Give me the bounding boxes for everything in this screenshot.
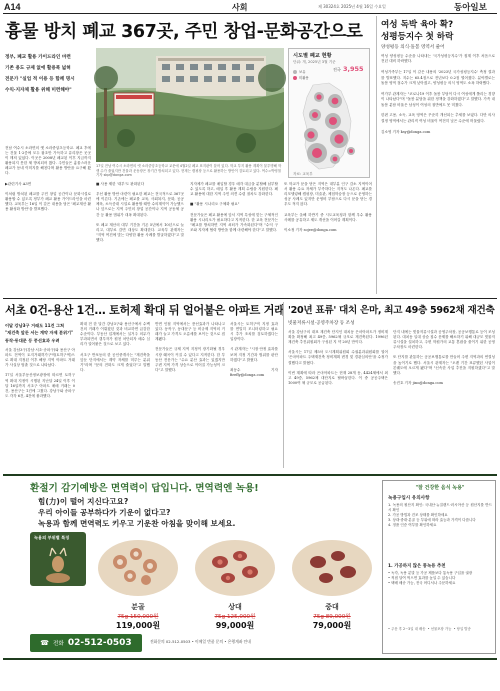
phone-label: 전화 [53,641,64,647]
chart-total-label: 전국 [333,67,341,72]
cut2-old-price: 75g 125,000원 [214,614,256,620]
newspaper-logo: 동아일보 [454,3,487,13]
deer-label: 녹용의 부위별 특징 [34,535,70,540]
phone-icon: ☎ [40,639,50,647]
column-divider-2 [283,302,284,468]
ad-bottom-border [3,658,497,660]
ad-intro-1: 힘(力)이 떨어 지신다고요? [38,497,129,506]
article1-photo [96,48,284,162]
legend-unused-swatch [293,76,297,80]
ad-phone-bar [30,634,142,652]
bubble-unused [307,131,314,138]
article2-col3: 반면 인접 지역에서는 풍선효과가 나타나고 있다. 동작구, 동대문구 등 비규제 지역의 거래가 늘고 가격도 오름세를 보이는 것으로 집계됐다. 전문가들은 규제 지역 지정이 장기화될 경우 시장 왜곡이 커질 수 있다고 지적한다. 한 부동산 전문가는 "수요 분산 효과는 있겠지만 주변 지역 가격 상승으로 이어질 가능성이 크다"고 말했다. [155,322,225,372]
article2-col1: 서울 강남3구(강남·서초·송파구)와 용산구 아파트 전역이 토지거래허가구역(토허구역)으로 확대 지정된 이후 해당 지역 아파트 거래가 사실상 멈춘 것으로 나타났다. 17일 서울부동산정보광장에 따르면 토허구역 확대 지정이 시행된 지난달 24일 이후 이달 16일까지 서초구 아파트 매매 거래는 0건, 용산구는 1건에 그쳤다. 강남구와 송파구도 각각 6건, 4건에 불과했다. [5,348,75,398]
bubble-unused [312,112,318,118]
chart-total-value: 3,955 [343,65,364,73]
article1-headline: 흉물 방치 폐교 367곳, 주민 창업-문화공간으로 [5,22,363,42]
issue-meta: 제 30324호 2025년 4월 16일 수요일 [318,4,386,9]
legend-unused-label: 미활용 [299,76,309,80]
sidebar-subhead: 양성평등 의식·돌봄 영역서 줄어 [381,45,445,50]
legend-owned [293,69,306,74]
cut1-name: 분골 [131,603,145,611]
legend-owned-swatch [293,70,297,74]
antler-advertisement [0,474,500,691]
cut1-new-price: 119,000원 [115,621,161,630]
article1-col4: 또 학교가 문을 닫은 지역은 대부분 인구 감소 지역이어서 활용 수요 자체가 부족하다는 지적도 나온다. 폐교를 리모델링해 캠핑장, 미술관, 체험학습장 등으로 운영하는 성공 사례도 있지만 운영비 부담으로 다시 문을 닫는 경우도 적지 않다. 교육부는 올해 하반기 중 시도교육청과 함께 우수 활용 사례를 공유하고 제도 개선을 이어갈 계획이다. 이소정 기자 sojee@donga.com [284,182,372,232]
article1-col2: ■ 사용 제한 '대부'도 완화된다 우선 활용 방안 마련이 필요한 폐교는 전국적으로 367곳에 이른다. 기존에는 폐교를 교육, 사회복지, 문화, 공공체육, 소득증대 시설로 활용할 때만 수의계약이 가능했으나 앞으로는 지역 주민의 창업 공간이나 지역 공동체 공간 등 활용 범위가 대폭 확대된다. 또 폐교 재산의 대부 기간을 기존 5년에서 10년으로 늘리고, 대부료 감면 대상도 확대한다. 교육부 관계자는 "지역 여건에 맞는 다양한 활용 사례를 발굴하겠다"고 말했다. [96,182,184,243]
ad-intro-2: 우리 아이들 공부하다가 기운이 없다고? [38,508,171,517]
article1-col1: 전남 여수시 소라면의 옛 소라중앙초등학교. 폐교 후에는 건물 1·2층에 모두 잡초만 가득하고 유리창은 곳곳이 깨져 있었다. 이곳은 2008년 폐교된 이후 지금까지 활용되지 못한 채 방치되어 왔다. 주민들은 흉물스러운 폐교가 동네 이미지를 해친다며 활용 방안을 요구해 왔다. ▶관련기사 A3면 이처럼 방치된 폐교를 주민 창업 공간이나 문화시설로 활용할 수 있도록 정부가 폐교 활용 가이드라인을 마련했다. 교육부는 16일 이 같은 내용을 담은 '폐교재산 활용 활성화 방안'을 발표했다. [5,146,91,212]
chart-title: 시도별 폐교 현황 [293,53,332,59]
recommend-title: 1. 가공하지 않은 통녹용 추천 [388,564,446,569]
section-name: 사회 [232,3,248,12]
section-rule [3,298,497,299]
cut2-new-price: 99,000원 [215,621,255,630]
ad-tagline: 환절기 감기예방은 면역력이 답입니다. 면역력엔 녹용! [30,483,259,494]
ad-top-border [3,474,497,476]
cut3-name: 중대 [325,603,339,611]
notice-title: 녹용구입시 유의사항 [388,496,430,501]
notice-items: 1. 녹용의 원산지 확인: 국내산·뉴질랜드·러시아산 등 원산지를 반드시 확인 2. 가공 방법과 건조 상태를 확인하세요 3. 상대·중대·분골 등 부위에 따라 효능과 가격이 다릅니다 4. 정품 인증 여부를 확인하세요 [388,503,492,527]
article1-lede: 정부, 폐교 활용 가이드라인 마련 기존 용도 규제 없애 활용폭 넓혀 전문가 "실업 적 이용 등 함께 명시 수익·지자체 활용 위해 미련해야" [5,55,75,93]
column-divider [376,16,377,294]
article3-col2: 단지 내에는 빗물저류시설과 공영주차장, 공공보행통로 등이 조성된다. 대치동 일대 상습 침수 문제를 해소하기 위해 대규모 빗물저류시설을 설치하고, 주변 학원가의 교통 혼잡을 줄이기 위한 공영주차장도 마련한다. 또 단지를 관통하는 공공보행통로를 만들어 주변 지역과의 연결성을 높이기로 했다. 서울시 관계자는 "오랜 기간 표류했던 사업이 본궤도에 오르게 됐다"며 "신속한 사업 추진을 지원하겠다"고 말했다. 송진호 기자 jino@donga.com [393,330,495,385]
article2-byline: 이달 강남3구 거래도 11건 그쳐 "재건축 앞둔 서는 계약 자제 분위기" 동작·동대문 등 풍선효과 우려 [5,323,74,343]
recommend-body: • 녹각, 녹용 분말 등 가공 제품보다 통녹용 구입을 권장 • 직접 달여 먹으면 효과를 높일 수 있습니다 • 택배 배송 가능, 전국 어디서나 주문하세요 [388,571,473,585]
info-box-title: "잘 건강한 음식 녹용" [415,485,465,491]
chart-source: 자료: 교육부 [293,172,313,176]
article1-col3: 지자체가 폐교를 매입할 경우 매각 대금을 분할해 납부할 수 있도록 하고, 매입 후 활용 계획 수립을 지원한다. 폐교 활용에 대한 지역 주민 의견 수렴 절차도 강화한다. ■ "활용 시나리오 구체화 필요" 전문가들은 폐교 활용에 앞서 지역 특성에 맞는 구체적인 활용 시나리오가 필요하다고 지적한다. 한 교육 전문가는 "폐교를 방치하면 지역 쇠퇴가 가속화된다"며 "수익 구조와 지자체 협력 방안을 함께 마련해야 한다"고 말했다. [190,182,278,232]
abandoned-school-scene [96,48,284,162]
bubble-unused [333,157,338,162]
legend-unused [293,75,309,80]
ad-footnote: • 주문 후 2~3일 내 배송 • 선물포장 가능 • 당일 발송 [388,627,471,631]
cut3-new-price: 79,000원 [312,621,352,630]
sidebar-headline-1: 여성 독박 육아 확? [381,20,454,30]
price-tag-bungol [95,602,181,631]
antler-middle-icon [292,540,372,596]
bubble-unused [312,148,322,158]
article3-subhead: 빗물저류시설·공영주차장 등 조성 [288,321,355,326]
sidebar-body: 여성 양성평등 수준을 나타내는 '국가성평등지수'가 집계 이후 처음으로 전년 대비 하락했다. 여성가족부는 17일 이 같은 내용의 '2023년 국가성평등지수' 측정 결과를 발표했다. 지수는 65.4점으로 전년보다 0.2점 떨어졌다. 분야별로는 돌봄 영역 점수가 크게 낮아졌고, 양성평등 의식 영역도 소폭 하락했다. 여가부 관계자는 "코로나19 이후 돌봄 부담이 다시 여성에게 쏠리는 경향이 나타났다"며 "돌봄 분담을 위한 정책을 강화하겠다"고 말했다. 가족 내 돌봄 분담 비율은 남성이 여성의 절반에도 못 미쳤다. 한편 고용, 소득, 교육 영역은 꾸준히 개선되는 추세를 보였다. 다만 의사결정 영역에서는 관리직 여성 비율이 여전히 낮은 수준에 머물렀다. 김소영 기자 ksy@donga.com [381,54,495,134]
header-rule [3,13,497,14]
price-tag-sangdae [192,602,278,631]
deer-icon [38,544,78,584]
sidebar-headline-2: 성평등지수 첫 하락 [381,32,454,42]
deer-feature-box [30,532,86,586]
price-tag-jungdae [289,602,375,631]
article3-col1: 서울 강남구의 대표 재건축 단지인 대치동 은마아파트가 정비계획을 확정해 최고 49층, 5962채 규모로 재건축된다. 1996년 재건축 추진위원회가 구성된 지 약 20년 만이다. 서울시는 17일 제5차 도시계획위원회 수권분과위원회를 열어 '은마아파트 주택재건축 정비계획 변경 및 경관심의안'을 수정가결했다고 밝혔다. 이번 계획에 따라 은마아파트는 현재 28개 동, 4424채에서 최고 49층, 5962채 대단지로 탈바꿈한다. 이 중 공공주택은 1000여 채 규모로 공급된다. [288,330,388,385]
bubble-unused [332,98,339,105]
bubble-unused [316,94,321,99]
article2-headline: 서초 0건-용산 1건… 토허제 확대 뒤 얼어붙은 아파트 거래 [5,304,285,317]
antler-product-images [90,532,380,602]
chart-unit: 단위: 개, 2025년 3월 기준 [293,60,336,64]
ad-intro-3: 녹용과 함께 면역력도 키우고 기운찬 아침을 맞이해 보세요. [38,519,236,528]
legend-owned-label: 보유 [299,70,306,74]
antler-upper-icon [195,540,275,596]
korea-bubble-map [289,81,371,173]
bubble-unused [329,117,337,125]
article3-headline: '20년 표류' 대치 은마, 최고 49층 5962채 재건축 [288,305,495,316]
article2-col2: 확대 전 한 달간 강남3구와 용산구에서 수백 건의 거래가 이뤄졌던 것과 비교하면 급감한 수준이다. 부동산 업계에서는 실거주 의무가 부과되면서 갭투자가 원천 차단되자 매수 심리가 얼어붙은 것으로 보고 있다. 서초구 반포동의 한 공인중개사는 "재건축을 앞둔 단지에서는 계약 자체를 미루는 분위기"라며 "문의 전화도 크게 줄었다"고 말했다. [80,322,150,372]
antler-slices-icon [98,540,178,596]
cut3-old-price: 75g 89,000원 [313,614,351,620]
ad-info-box [382,480,496,654]
phone-number[interactable]: 02-512-0503 [67,638,132,648]
cut2-name: 상대 [228,603,242,611]
article1-photo-caption: 17일 전남 여수시 소라면의 옛 소라중앙초등학교 교문에 4월2일 폐교 표지판이 붙어 있다. 학교 부지 활용 계획이 불투명해 학생 수가 줄었지만 건물과 운동장은 장기간 방치되고 있다. 현재는 캠핑장 등으로 활용하는 방안이 검토되고 있다. 여수=박영철 기자 skp@donga.com [96,164,283,178]
cut1-old-price: 75g 150,000원 [117,614,159,620]
article2-col4: 서울시는 토허구역 지정 효과를 면밀히 모니터링하고 필요시 추가 조치를 검토하겠다는 입장이다. 시 관계자는 "시장 안정 효과를 보며 지정 기간과 범위를 판단하겠다"고 밝혔다. 최동수 기자 firefly@donga.com [230,322,278,377]
contact-line: 전화문의 02-512-0503 • 이메일 반품 문의 • 은행계좌 안내 [150,639,251,644]
page-header [0,0,500,14]
closed-school-chart [288,48,370,178]
bubble-unused [334,134,343,143]
bubble-unused [349,149,353,153]
page-number: A14 [4,2,21,12]
